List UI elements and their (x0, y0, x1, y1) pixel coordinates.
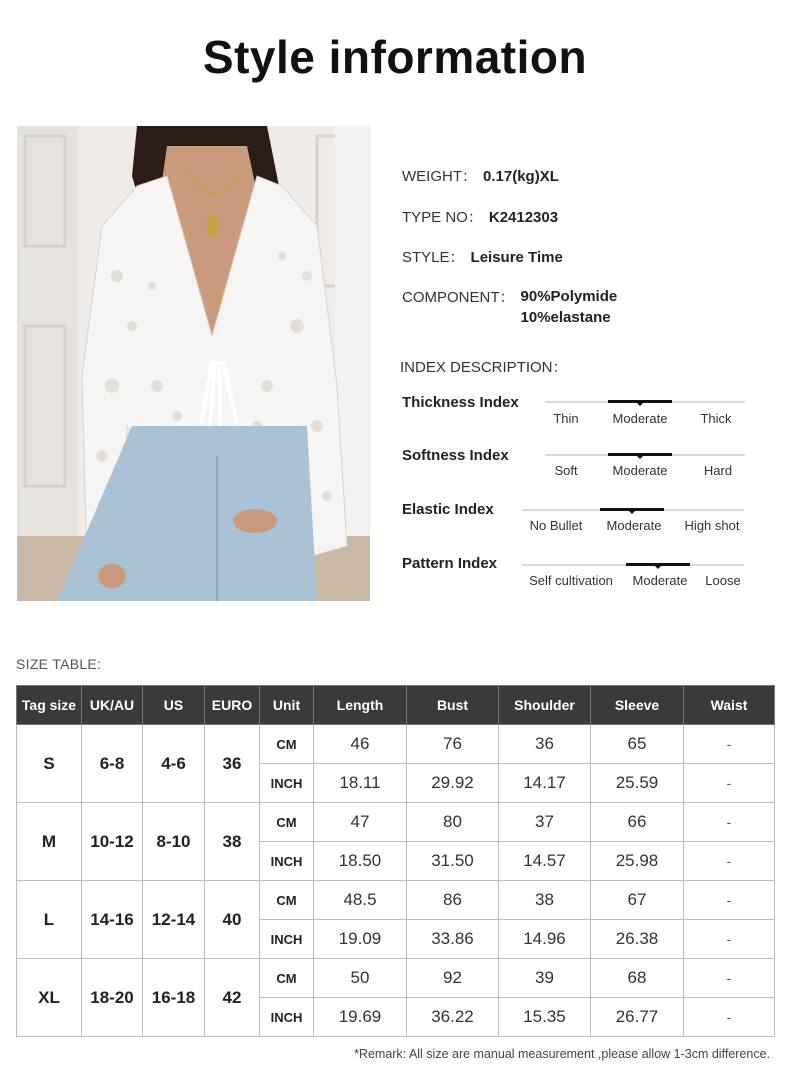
unit-cell: INCH (260, 998, 314, 1037)
bust-cell: 31.50 (407, 842, 499, 881)
unit-cell: CM (260, 725, 314, 764)
header-uk-au: UK/AU (82, 686, 143, 725)
waist-cell: - (684, 842, 775, 881)
us-cell: 8-10 (143, 803, 205, 881)
tag-size-cell: L (17, 881, 82, 959)
bust-cell: 33.86 (407, 920, 499, 959)
weight-label: WEIGHT： (402, 168, 477, 185)
us-cell: 12-14 (143, 881, 205, 959)
softness-index-name: Softness Index (402, 447, 509, 464)
thickness-option-thick: Thick (700, 411, 732, 426)
pattern-selected-marker (626, 563, 690, 566)
length-cell: 18.11 (314, 764, 407, 803)
shoulder-cell: 37 (499, 803, 591, 842)
header-unit: Unit (260, 686, 314, 725)
softness-index (400, 447, 760, 497)
uk-au-cell: 6-8 (82, 725, 143, 803)
waist-cell: - (684, 881, 775, 920)
size-table-caption: SIZE TABLE: (16, 656, 102, 672)
elastic-index (400, 501, 760, 551)
sleeve-cell: 26.38 (591, 920, 684, 959)
tag-size-cell: M (17, 803, 82, 881)
spec-weight (402, 165, 559, 186)
size-table (16, 685, 775, 1037)
header-shoulder: Shoulder (499, 686, 591, 725)
softness-option-moderate: Moderate (612, 463, 668, 478)
euro-cell: 40 (205, 881, 260, 959)
unit-cell: INCH (260, 920, 314, 959)
length-cell: 19.09 (314, 920, 407, 959)
softness-selected-marker (608, 453, 672, 456)
elastic-option-no-bullet: No Bullet (529, 518, 583, 533)
thickness-selected-marker (608, 400, 672, 403)
tag-size-cell: XL (17, 959, 82, 1037)
length-cell: 18.50 (314, 842, 407, 881)
shoulder-cell: 38 (499, 881, 591, 920)
bust-cell: 36.22 (407, 998, 499, 1037)
table-row-l-cm (17, 881, 775, 920)
waist-cell: - (684, 959, 775, 998)
thickness-option-moderate: Moderate (612, 411, 668, 426)
pattern-option-loose: Loose (705, 573, 741, 588)
uk-au-cell: 18-20 (82, 959, 143, 1037)
style-label: STYLE： (402, 249, 465, 266)
shoulder-cell: 15.35 (499, 998, 591, 1037)
header-bust: Bust (407, 686, 499, 725)
bust-cell: 76 (407, 725, 499, 764)
unit-cell: CM (260, 803, 314, 842)
product-photo (17, 126, 370, 601)
type-no-value: K2412303 (488, 209, 559, 226)
component-line-1: 90%Polymide (520, 288, 618, 305)
table-row-s-cm (17, 725, 775, 764)
unit-cell: CM (260, 881, 314, 920)
length-cell: 50 (314, 959, 407, 998)
sleeve-cell: 25.59 (591, 764, 684, 803)
pattern-option-moderate: Moderate (632, 573, 688, 588)
euro-cell: 38 (205, 803, 260, 881)
uk-au-cell: 10-12 (82, 803, 143, 881)
sleeve-cell: 26.77 (591, 998, 684, 1037)
size-table-header-row (17, 686, 775, 725)
sleeve-cell: 67 (591, 881, 684, 920)
us-cell: 16-18 (143, 959, 205, 1037)
thickness-option-thin: Thin (553, 411, 579, 426)
remark-note: *Remark: All size are manual measurement ,please allow 1-3cm difference. (354, 1047, 770, 1061)
component-line-2: 10%elastane (520, 309, 611, 326)
waist-cell: - (684, 998, 775, 1037)
pattern-option-self-cultivation: Self cultivation (529, 573, 613, 588)
header-euro: EURO (205, 686, 260, 725)
waist-cell: - (684, 803, 775, 842)
component-label: COMPONENT： (402, 289, 515, 306)
unit-cell: CM (260, 959, 314, 998)
sleeve-cell: 25.98 (591, 842, 684, 881)
bust-cell: 80 (407, 803, 499, 842)
us-cell: 4-6 (143, 725, 205, 803)
thickness-index (400, 394, 760, 444)
length-cell: 47 (314, 803, 407, 842)
unit-cell: INCH (260, 842, 314, 881)
shoulder-cell: 39 (499, 959, 591, 998)
type-no-label: TYPE NO： (402, 209, 483, 226)
tag-size-cell: S (17, 725, 82, 803)
unit-cell: INCH (260, 764, 314, 803)
header-length: Length (314, 686, 407, 725)
sleeve-cell: 68 (591, 959, 684, 998)
shoulder-cell: 14.57 (499, 842, 591, 881)
waist-cell: - (684, 725, 775, 764)
pattern-index-name: Pattern Index (402, 555, 498, 572)
index-description-title: INDEX DESCRIPTION： (400, 359, 568, 376)
elastic-index-name: Elastic Index (402, 501, 494, 518)
spec-component (402, 286, 617, 328)
header-tag-size: Tag size (17, 686, 82, 725)
page-title: Style information (202, 31, 588, 83)
length-cell: 19.69 (314, 998, 407, 1037)
component-value (521, 286, 618, 328)
style-value: Leisure Time (470, 249, 563, 266)
length-cell: 46 (314, 725, 407, 764)
waist-cell: - (684, 764, 775, 803)
sleeve-cell: 65 (591, 725, 684, 764)
table-row-xl-cm (17, 959, 775, 998)
header-sleeve: Sleeve (591, 686, 684, 725)
uk-au-cell: 14-16 (82, 881, 143, 959)
euro-cell: 42 (205, 959, 260, 1037)
spec-style (402, 246, 563, 267)
sleeve-cell: 66 (591, 803, 684, 842)
weight-value: 0.17(kg)XL (483, 168, 559, 185)
length-cell: 48.5 (314, 881, 407, 920)
thickness-index-name: Thickness Index (402, 394, 519, 411)
elastic-selected-marker (600, 508, 664, 511)
header-waist: Waist (684, 686, 775, 725)
bust-cell: 92 (407, 959, 499, 998)
spec-type-no (402, 206, 558, 227)
table-row-m-cm (17, 803, 775, 842)
shoulder-cell: 36 (499, 725, 591, 764)
shoulder-cell: 14.96 (499, 920, 591, 959)
euro-cell: 36 (205, 725, 260, 803)
softness-option-soft: Soft (554, 463, 578, 478)
bust-cell: 86 (407, 881, 499, 920)
softness-option-hard: Hard (703, 463, 733, 478)
header-us: US (143, 686, 205, 725)
waist-cell: - (684, 920, 775, 959)
elastic-option-moderate: Moderate (606, 518, 662, 533)
elastic-option-high-shot: High shot (684, 518, 740, 533)
bust-cell: 29.92 (407, 764, 499, 803)
pattern-index (400, 555, 760, 605)
shoulder-cell: 14.17 (499, 764, 591, 803)
